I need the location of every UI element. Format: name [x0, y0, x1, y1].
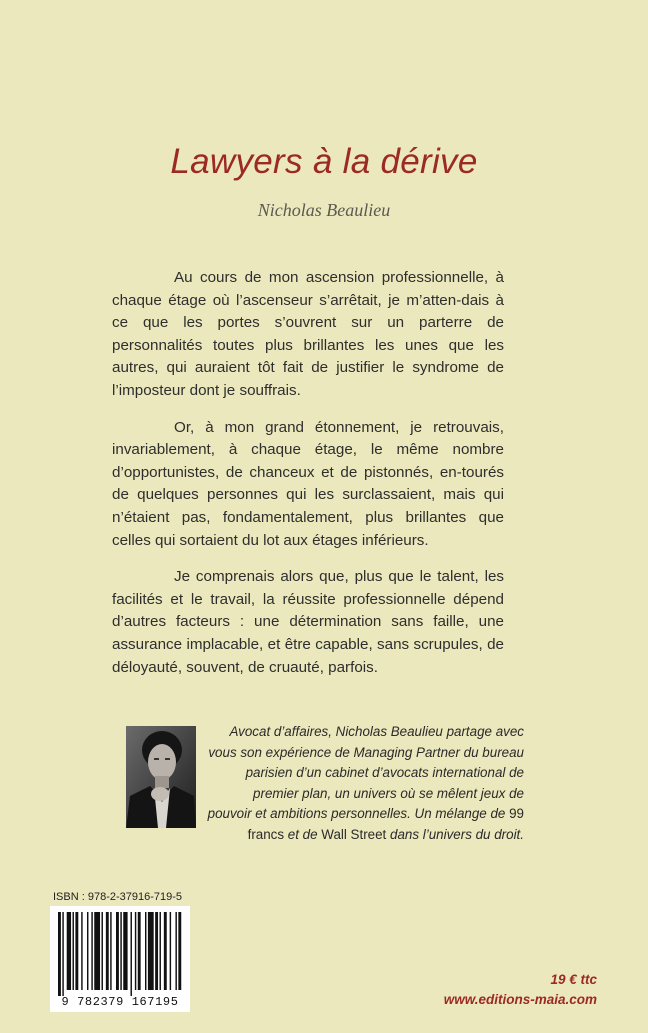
bio-book-reference-2: Wall Street: [321, 826, 387, 842]
barcode-bar: [123, 912, 127, 990]
barcode-bar: [106, 912, 109, 990]
barcode-bar: [81, 912, 82, 990]
barcode-bar: [145, 912, 146, 990]
barcode-bar: [62, 912, 63, 996]
barcode-bar: [67, 912, 71, 990]
barcode: [50, 906, 190, 1012]
barcode-bar: [75, 912, 78, 990]
barcode-bar: [148, 912, 154, 990]
bio-text-3: dans l’univers du droit.: [386, 826, 524, 842]
barcode-bar: [164, 912, 167, 990]
author-name: Nicholas Beaulieu: [257, 200, 391, 220]
barcode-bar: [160, 912, 161, 990]
isbn-label: ISBN : 978-2-37916-719-5: [53, 891, 183, 903]
author-bio: [206, 722, 524, 845]
book-title: Lawyers à la dérive: [170, 142, 478, 181]
paragraph-2: Or, à mon grand étonnement, je retrouvais, invariablement, à chaque étage, le même nombre d’opportunistes, de chanceux et de pistonnés, en-tourés de quelques personnes qui les surclassaient, mais qui n’étaient pas, fondamentalement, plus brillantes que celles qui sortaient du lot aux étages inférieurs.: [112, 418, 504, 549]
barcode-bar: [131, 912, 132, 996]
barcode-bar: [94, 912, 100, 990]
barcode-bar: [120, 912, 121, 990]
paragraph-3: Je comprenais alors que, plus que le talent, les facilités et le travail, la réussite professionnelle dépend d’autres facteurs : une détermination sans faille, une assurance implacable, et être capable, sans scrupules, de déloyauté, souvent, de cruauté, parfois.: [112, 568, 504, 676]
price: 19 € ttc: [550, 972, 597, 987]
barcode-bar: [73, 912, 74, 990]
barcode-bar: [175, 912, 176, 990]
bio-text-2: et de: [284, 826, 322, 842]
barcode-bar: [87, 912, 88, 990]
bio-text-1: Avocat d’affaires, Nicholas Beaulieu partage avec vous son expérience de Managing Partner du bureau parisien d’un cabinet d’avocats international de premier plan, un univers où se mêlent jeux de pouvoir et ambitions personnelles. Un mélange de: [207, 724, 524, 821]
author-photo: [126, 726, 196, 828]
barcode-bar: [138, 912, 141, 990]
barcode-bar: [170, 912, 171, 990]
barcode-bar: [58, 912, 61, 996]
barcode-bar: [91, 912, 92, 990]
back-cover-text: [112, 267, 504, 693]
barcode-bar: [178, 912, 181, 990]
bio-book-reference-1: 99 francs: [247, 806, 524, 842]
publisher-website: www.editions-maia.com: [443, 992, 597, 1007]
barcode-bar: [135, 912, 136, 990]
barcode-bar: [102, 912, 103, 990]
paragraph-1: Au cours de mon ascension professionnelle, à chaque étage où l’ascenseur s’arrêtait, je m’atten-dais à ce que les portes s’ouvrent sur un parterre de personnalités toutes plus brillantes les unes que les autres, qui auraient tôt fait de justifier le syndrome de l’imposteur dont je souffrais.: [112, 269, 504, 399]
barcode-bar: [116, 912, 119, 990]
author-portrait-image: [126, 726, 196, 828]
barcode-bar: [110, 912, 111, 990]
barcode-digits: 9 782379 167195: [61, 995, 179, 1009]
barcode-bar: [155, 912, 158, 990]
barcode-bars: [50, 906, 190, 996]
